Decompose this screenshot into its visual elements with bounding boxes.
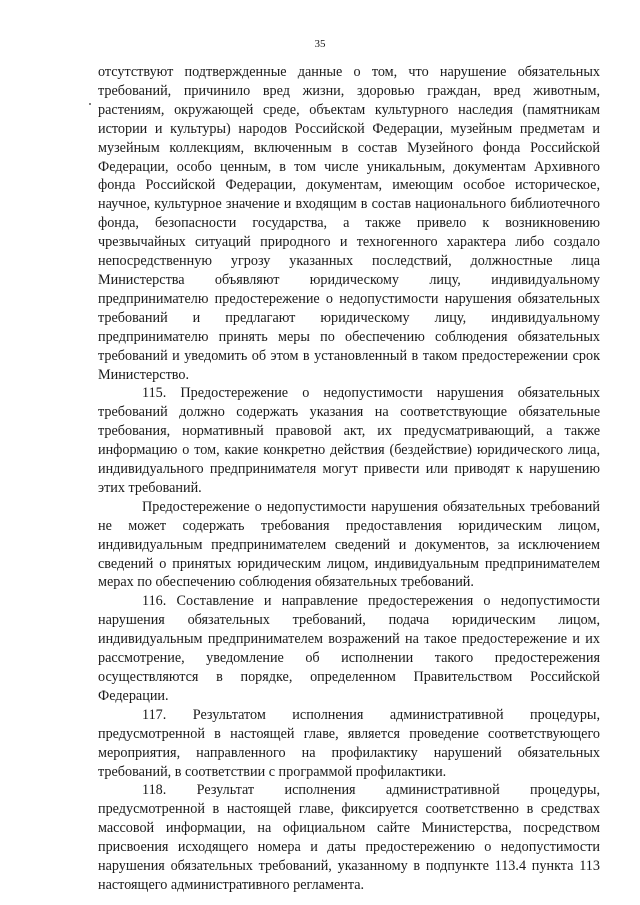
document-body bbox=[98, 63, 600, 895]
page-number: 35 bbox=[314, 38, 326, 50]
paragraph-115-warning: Предостережение о недопустимости нарушения обязательных требований не может содержать требования предоставления юридическим лицом, индивидуальным предпринимателем сведений и документов, за исключением сведений о принятых юридическим лицом, индивидуальным предпринимателем мерах по обеспечению соблюдения обязательных требований. bbox=[98, 498, 600, 591]
paragraph-115: 115. Предостережение о недопустимости нарушения обязательных требований должно содержать указания на соответствующие обязательные требования, нормативный правовой акт, их предусматривающий, а также информацию о том, какие конкретно действия (бездействие) юридического лица, индивидуального предпринимателя могут привести или приводят к нарушению этих требований. bbox=[98, 385, 600, 496]
paragraph-117: 117. Результатом исполнения административной процедуры, предусмотренной в настоящей главе, является проведение соответствующего мероприятия, направленного на профилактику нарушений обязательных требований, в соответствии с программой профилактики. bbox=[98, 706, 600, 780]
margin-mark bbox=[89, 103, 91, 105]
paragraph-continuation: отсутствуют подтвержденные данные о том, что нарушение обязательных требований, причинило вред жизни, здоровью граждан, вред животным, растениям, окружающей среде, объектам культурного наследия (памятникам истории и культуры) народов Российской Федерации, музейным предметам и музейным коллекциям, включенным в состав Музейного фонда Российской Федерации, особо ценным, в том числе уникальным, документам Архивного фонда Российской Федерации, документам, имеющим особое историческое, научное, культурное значение и входящим в состав национального библиотечного фонда, безопасности государства, а также привело к возникновению чрезвычайных ситуаций природного и техногенного характера либо создало непосредственную угрозу указанных последствий, должностные лица Министерства объявляют юридическому лицу, индивидуальному предпринимателю предостережение о недопустимости нарушения обязательных требований и предлагают юридическому лицу, индивидуальному предпринимателю принять меры по обеспечению соблюдения обязательных требований и уведомить об этом в установленный в таком предостережении срок Министерство. bbox=[98, 64, 600, 383]
paragraph-116: 116. Составление и направление предостережения о недопустимости нарушения обязательных требований, подача юридическим лицом, индивидуальным предпринимателем возражений на такое предостережение и их рассмотрение, уведомление об исполнении такого предостережения осуществляются в порядке, определенном Правительством Российской Федерации. bbox=[98, 593, 600, 704]
paragraph-118: 118. Результат исполнения административной процедуры, предусмотренной в настоящей главе, фиксируется соответственно в средствах массовой информации, на официальном сайте Министерства, посредством присвоения исходящего номера и даты предостережению о недопустимости нарушения обязательных требований, указанному в подпункте 113.4 пункта 113 настоящего административного регламента. bbox=[98, 782, 600, 893]
